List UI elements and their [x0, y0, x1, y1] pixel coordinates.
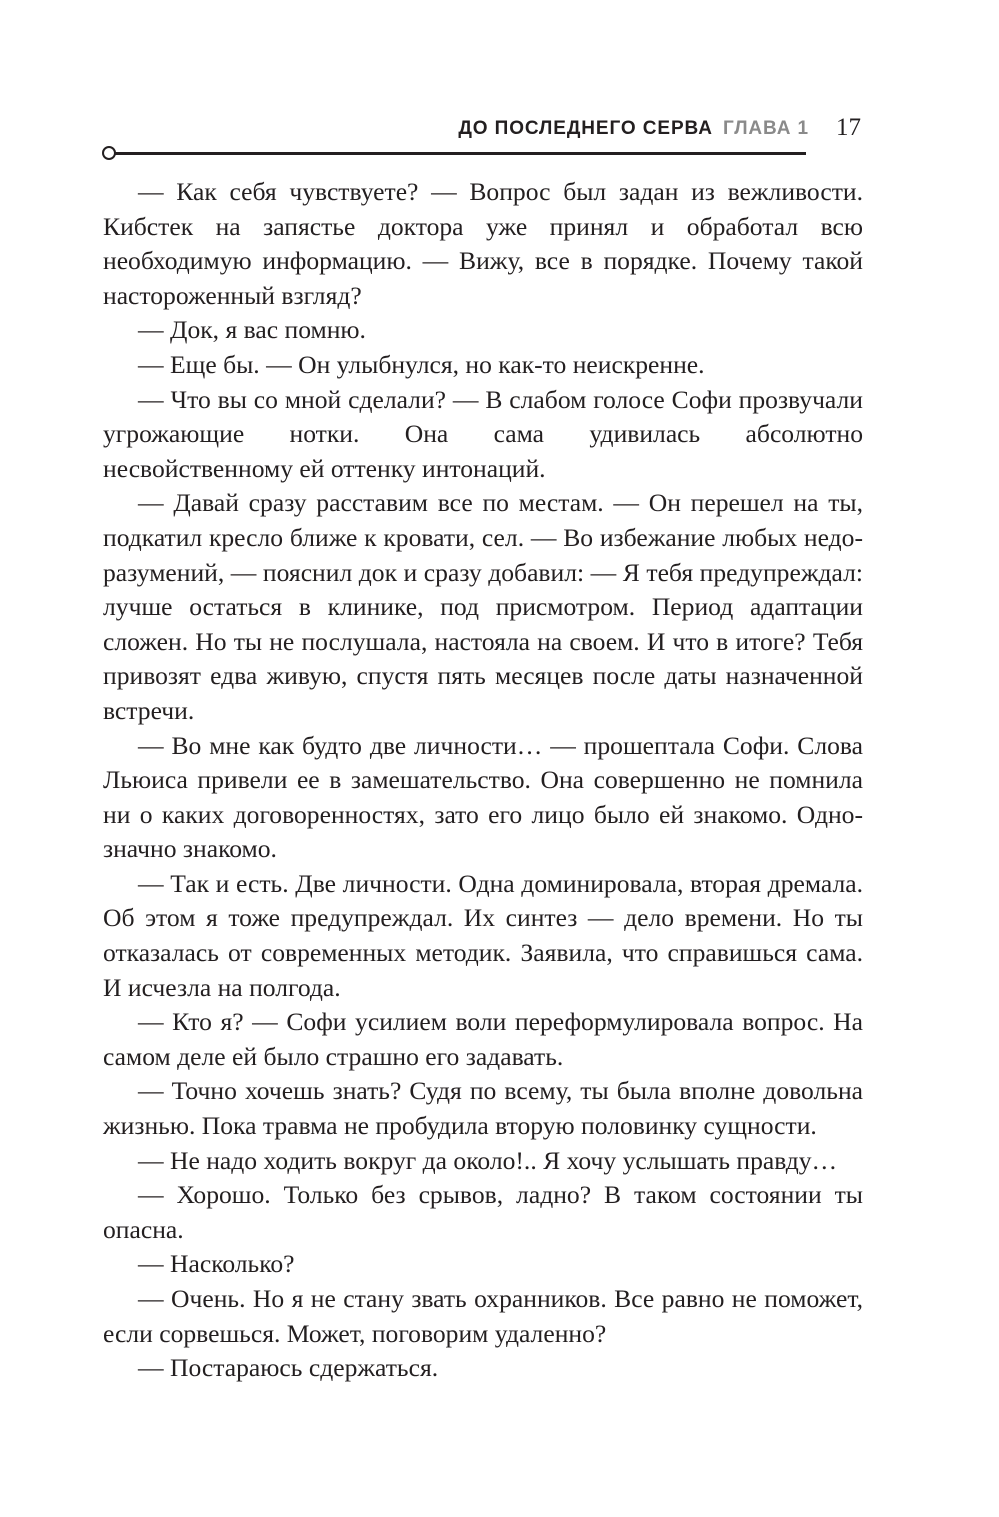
paragraph: — Кто я? — Софи усилием воли переформулировала вопрос. На самом деле ей было страшно его задавать. [103, 1007, 863, 1071]
paragraph: — Еще бы. — Он улыбнулся, но как-то неискренне. [138, 349, 705, 379]
paragraph: — Как себя чувствуете? — Вопрос был задан из вежливости. Кибстек на запястье доктора уже принял и обработал всю необходимую информацию. — Вижу, все в порядке. Почему такой настороженный взгляд? [103, 177, 863, 310]
paragraph: — Насколько? [138, 1249, 295, 1279]
paragraph: — Хорошо. Только без срывов, ладно? В таком состоянии ты опасна. [103, 1180, 863, 1244]
paragraph: — Док, я вас помню. [138, 315, 366, 345]
paragraph: — Что вы со мной сделали? — В слабом голосе Софи прозвучали угрожающие нотки. Она сама удивилась абсолютно несвойственному ей оттенку интонаций. [103, 384, 863, 483]
book-title: ДО ПОСЛЕДНЕГО СЕРВА [458, 118, 713, 139]
page-header [0, 0, 999, 160]
chapter-label: ГЛАВА 1 [723, 118, 809, 139]
page-number: 17 [836, 114, 861, 141]
header-rule [110, 152, 806, 155]
paragraph: — Во мне как будто две личности… — прошептала Софи. Слова Льюиса привели ее в замешательство. Она совершенно не помнила ни о каких договоренностях, зато его лицо было ей знакомо. Однозначно знакомо. [103, 730, 863, 864]
paragraph: — Точно хочешь знать? Судя по всему, ты была вполне довольна жизнью. Пока травма не пробудила вторую половинку сущности. [103, 1076, 863, 1141]
running-head [458, 117, 809, 141]
paragraph: — Постараюсь сдержаться. [138, 1353, 439, 1383]
rule-end-circle [102, 146, 116, 160]
paragraph: — Не надо ходить вокруг да около!.. Я хочу услышать правду… [138, 1145, 838, 1175]
paragraph: — Так и есть. Две личности. Одна доминировала, вторая дремала. Об этом я тоже предупреждал. Их синтез — дело времени. Но ты отказалась от современных методик. Заявила, что справишься сама. И исчезла на полгода. [103, 868, 863, 1002]
body-text [103, 175, 863, 1386]
paragraph: — Давай сразу расставим все по местам. — Он перешел на ты, подкатил кресло ближе к кровати, сел. — Во избежание любых недоразумений, — пояснил док и сразу добавил: — Я тебя предупреждал: лучше остаться в клинике, под присмотром. Период адаптации сложен. Но ты не послушала, настояла на своем. И что в итоге? Тебя привозят едва живую, спустя пять месяцев после даты назначенной встречи. [103, 488, 863, 725]
paragraph: — Очень. Но я не стану звать охранников. Все равно не поможет, если сорвешься. Может, поговорим удаленно? [103, 1284, 863, 1348]
